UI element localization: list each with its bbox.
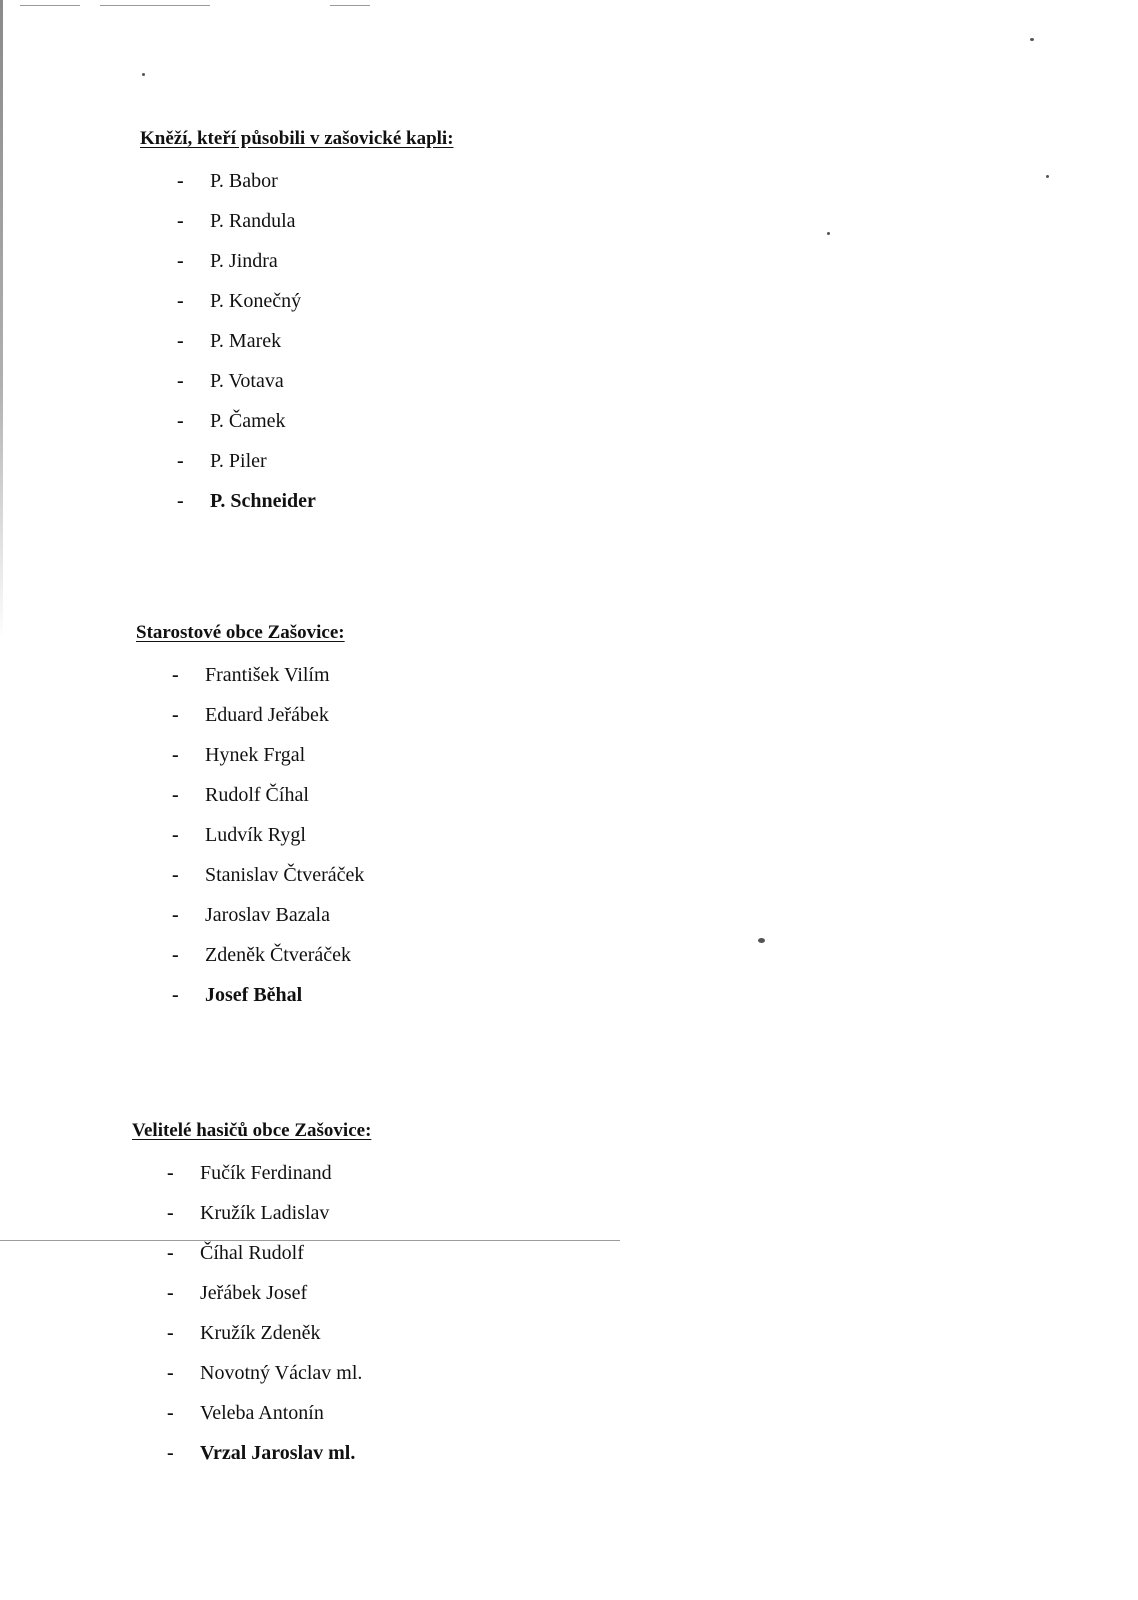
list-item — [177, 370, 454, 410]
bullet-dash: - — [167, 1162, 174, 1184]
list-item — [172, 904, 364, 944]
item-text: P. Votava — [210, 370, 284, 392]
bullet-dash: - — [167, 1362, 174, 1384]
list-item — [167, 1402, 371, 1442]
bullet-dash: - — [177, 290, 184, 312]
section-heading: Velitelé hasičů obce Zašovice: — [132, 1120, 372, 1141]
list-item — [167, 1362, 371, 1402]
list-item — [167, 1242, 371, 1282]
list-item — [177, 450, 454, 490]
bullet-dash: - — [172, 984, 179, 1006]
scan-speck — [1030, 38, 1034, 41]
list-item — [172, 984, 364, 1024]
item-text: P. Jindra — [210, 250, 278, 272]
item-text: Vrzal Jaroslav ml. — [200, 1442, 356, 1464]
scan-edge — [0, 0, 3, 640]
bullet-dash: - — [172, 904, 179, 926]
bullet-dash: - — [172, 944, 179, 966]
list-item — [167, 1322, 371, 1362]
bullet-dash: - — [167, 1242, 174, 1264]
list-item — [167, 1282, 371, 1322]
list-item — [177, 330, 454, 370]
list-item — [177, 490, 454, 530]
item-text: Zdeněk Čtveráček — [205, 944, 352, 966]
item-text: František Vilím — [205, 664, 330, 686]
mayors-list — [172, 664, 364, 1024]
bullet-dash: - — [172, 784, 179, 806]
list-item — [177, 210, 454, 250]
section-heading: Starostové obce Zašovice: — [136, 622, 345, 643]
list-item — [172, 704, 364, 744]
item-text: Jeřábek Josef — [200, 1282, 308, 1304]
item-text: Číhal Rudolf — [200, 1242, 304, 1264]
list-item — [172, 784, 364, 824]
item-text: Hynek Frgal — [205, 744, 306, 766]
item-text: Veleba Antonín — [200, 1402, 324, 1424]
item-text: P. Schneider — [210, 490, 316, 512]
scan-mark — [100, 5, 210, 6]
priests-list — [177, 170, 454, 530]
item-text: Fučík Ferdinand — [200, 1162, 332, 1184]
bullet-dash: - — [172, 704, 179, 726]
bullet-dash: - — [167, 1282, 174, 1304]
bullet-dash: - — [172, 864, 179, 886]
scan-speck — [142, 73, 145, 76]
item-text: Kružík Zdeněk — [200, 1322, 321, 1344]
scan-mark — [330, 5, 370, 6]
list-item — [172, 744, 364, 784]
bullet-dash: - — [172, 744, 179, 766]
list-item — [167, 1442, 371, 1482]
scan-mark — [20, 5, 80, 6]
list-item — [167, 1162, 371, 1202]
list-item — [172, 664, 364, 704]
section-fire-commanders — [132, 1120, 371, 1482]
bullet-dash: - — [167, 1202, 174, 1224]
bullet-dash: - — [177, 330, 184, 352]
bullet-dash: - — [177, 370, 184, 392]
bullet-dash: - — [177, 490, 184, 512]
section-heading: Kněží, kteří působili v zašovické kapli: — [140, 128, 454, 149]
list-item — [172, 824, 364, 864]
scan-speck — [827, 232, 830, 235]
scan-speck — [1046, 175, 1049, 178]
item-text: P. Babor — [210, 170, 278, 192]
item-text: Eduard Jeřábek — [205, 704, 329, 726]
item-text: Novotný Václav ml. — [200, 1362, 363, 1384]
item-text: Ludvík Rygl — [205, 824, 306, 846]
bullet-dash: - — [167, 1322, 174, 1344]
item-text: P. Čamek — [210, 410, 286, 432]
bullet-dash: - — [177, 410, 184, 432]
item-text: Rudolf Číhal — [205, 784, 309, 806]
list-item — [177, 170, 454, 210]
bullet-dash: - — [177, 170, 184, 192]
list-item — [177, 290, 454, 330]
list-item — [167, 1202, 371, 1242]
list-item — [172, 864, 364, 904]
bullet-dash: - — [172, 824, 179, 846]
bullet-dash: - — [167, 1402, 174, 1424]
section-priests — [140, 128, 454, 530]
bullet-dash: - — [177, 210, 184, 232]
bullet-dash: - — [167, 1442, 174, 1464]
scan-speck — [758, 938, 765, 943]
fire-commanders-list — [167, 1162, 371, 1482]
bullet-dash: - — [177, 450, 184, 472]
item-text: Josef Běhal — [205, 984, 303, 1006]
bullet-dash: - — [172, 664, 179, 686]
list-item — [172, 944, 364, 984]
item-text: Stanislav Čtveráček — [205, 864, 365, 886]
section-mayors — [136, 622, 364, 1024]
item-text: P. Piler — [210, 450, 267, 472]
item-text: P. Konečný — [210, 290, 302, 312]
list-item — [177, 250, 454, 290]
item-text: Jaroslav Bazala — [205, 904, 330, 926]
item-text: Kružík Ladislav — [200, 1202, 330, 1224]
item-text: P. Marek — [210, 330, 282, 352]
item-text: P. Randula — [210, 210, 296, 232]
list-item — [177, 410, 454, 450]
bullet-dash: - — [177, 250, 184, 272]
